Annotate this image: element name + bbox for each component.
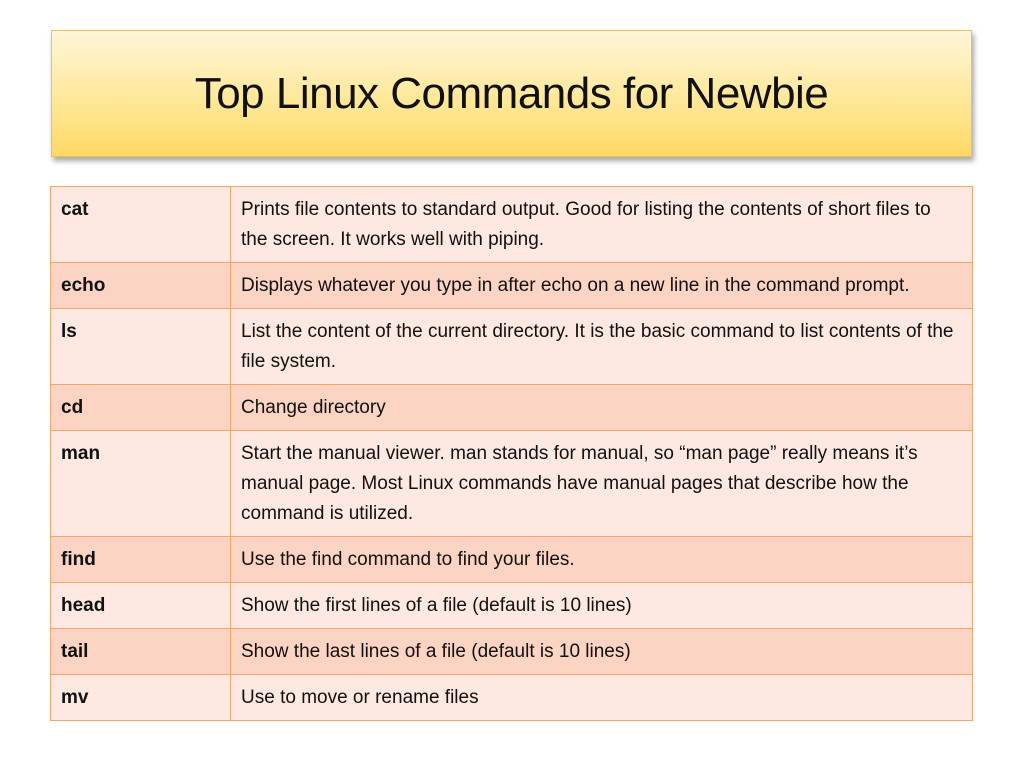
description-cell: Show the last lines of a file (default is 10 lines) — [231, 629, 973, 675]
commands-table — [50, 186, 973, 721]
command-cell: tail — [51, 629, 231, 675]
command-cell: cd — [51, 385, 231, 431]
description-cell: Prints file contents to standard output. Good for listing the contents of short files to the screen. It works well with piping. — [231, 187, 973, 263]
table-row — [51, 537, 973, 583]
title-banner — [51, 30, 972, 157]
command-cell: head — [51, 583, 231, 629]
command-cell: mv — [51, 675, 231, 721]
table-row — [51, 385, 973, 431]
table-row — [51, 583, 973, 629]
table-row — [51, 629, 973, 675]
table-row — [51, 263, 973, 309]
table-row — [51, 431, 973, 537]
table-row — [51, 309, 973, 385]
command-cell: find — [51, 537, 231, 583]
description-cell: Show the first lines of a file (default is 10 lines) — [231, 583, 973, 629]
description-cell: Start the manual viewer. man stands for manual, so “man page” really means it’s manual page. Most Linux commands have manual pages that describe how the command is utilized. — [231, 431, 973, 537]
table-row — [51, 675, 973, 721]
command-cell: ls — [51, 309, 231, 385]
command-cell: cat — [51, 187, 231, 263]
description-cell: Change directory — [231, 385, 973, 431]
command-cell: echo — [51, 263, 231, 309]
command-cell: man — [51, 431, 231, 537]
description-cell: List the content of the current directory. It is the basic command to list contents of the file system. — [231, 309, 973, 385]
description-cell: Use the find command to find your files. — [231, 537, 973, 583]
table-row — [51, 187, 973, 263]
slide-title: Top Linux Commands for Newbie — [194, 68, 829, 118]
description-cell: Use to move or rename files — [231, 675, 973, 721]
description-cell: Displays whatever you type in after echo on a new line in the command prompt. — [231, 263, 973, 309]
